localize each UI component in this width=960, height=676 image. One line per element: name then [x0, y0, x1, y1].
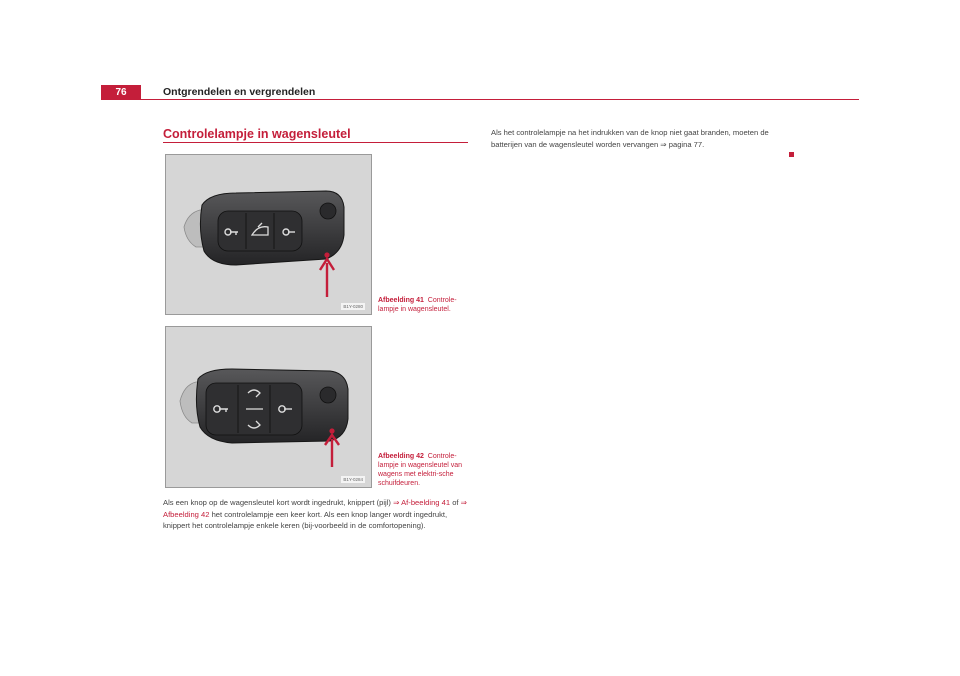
header-divider: [101, 99, 859, 100]
car-key-illustration: [166, 327, 371, 487]
figure-41-caption: [378, 296, 468, 314]
caption-text: Controle-lampje in wagensleutel van wagens met elektri-sche schuifdeuren.: [378, 453, 463, 487]
section-divider: [163, 142, 468, 143]
car-key-illustration: [166, 155, 371, 314]
figure-41-link[interactable]: ⇒ Af-beelding 41: [393, 498, 451, 507]
section-title: Controlelampje in wagensleutel: [163, 127, 351, 141]
indicator-arrow-icon: [320, 259, 334, 297]
figure-code: B1Y-0284: [343, 477, 363, 482]
caption-label: Afbeelding 41: [378, 297, 424, 304]
body-paragraph: [163, 497, 469, 532]
figure-42-caption: [378, 452, 468, 488]
figure-41: [165, 154, 372, 315]
section-end-marker: [789, 152, 794, 157]
caption-label: Afbeelding 42: [378, 453, 424, 460]
battery-note-paragraph: Als het controlelampje na het indrukken van de knop niet gaat branden, moeten de batterijen van de wagensleutel worden vervangen ⇒ pagina 77.: [491, 128, 769, 149]
body-text: of: [450, 498, 461, 507]
body-text: het controlelampje een keer kort. Als een knop langer wordt ingedrukt, knippert het controlelampje enkele keren (bij-voorbeeld in de comfortopening).: [163, 509, 448, 531]
figure-42: [165, 326, 372, 488]
figure-42-link[interactable]: ⇒ Afbeelding 42: [163, 498, 468, 519]
figure-code: B1Y-0280: [343, 304, 363, 309]
body-text: Als een knop op de wagensleutel kort wordt ingedrukt, knippert (pijl): [163, 498, 394, 507]
running-title: Ontgrendelen en vergrendelen: [163, 86, 316, 98]
caption-text: Controle-lampje in wagensleutel.: [378, 297, 457, 313]
page-number: 76: [115, 87, 127, 98]
